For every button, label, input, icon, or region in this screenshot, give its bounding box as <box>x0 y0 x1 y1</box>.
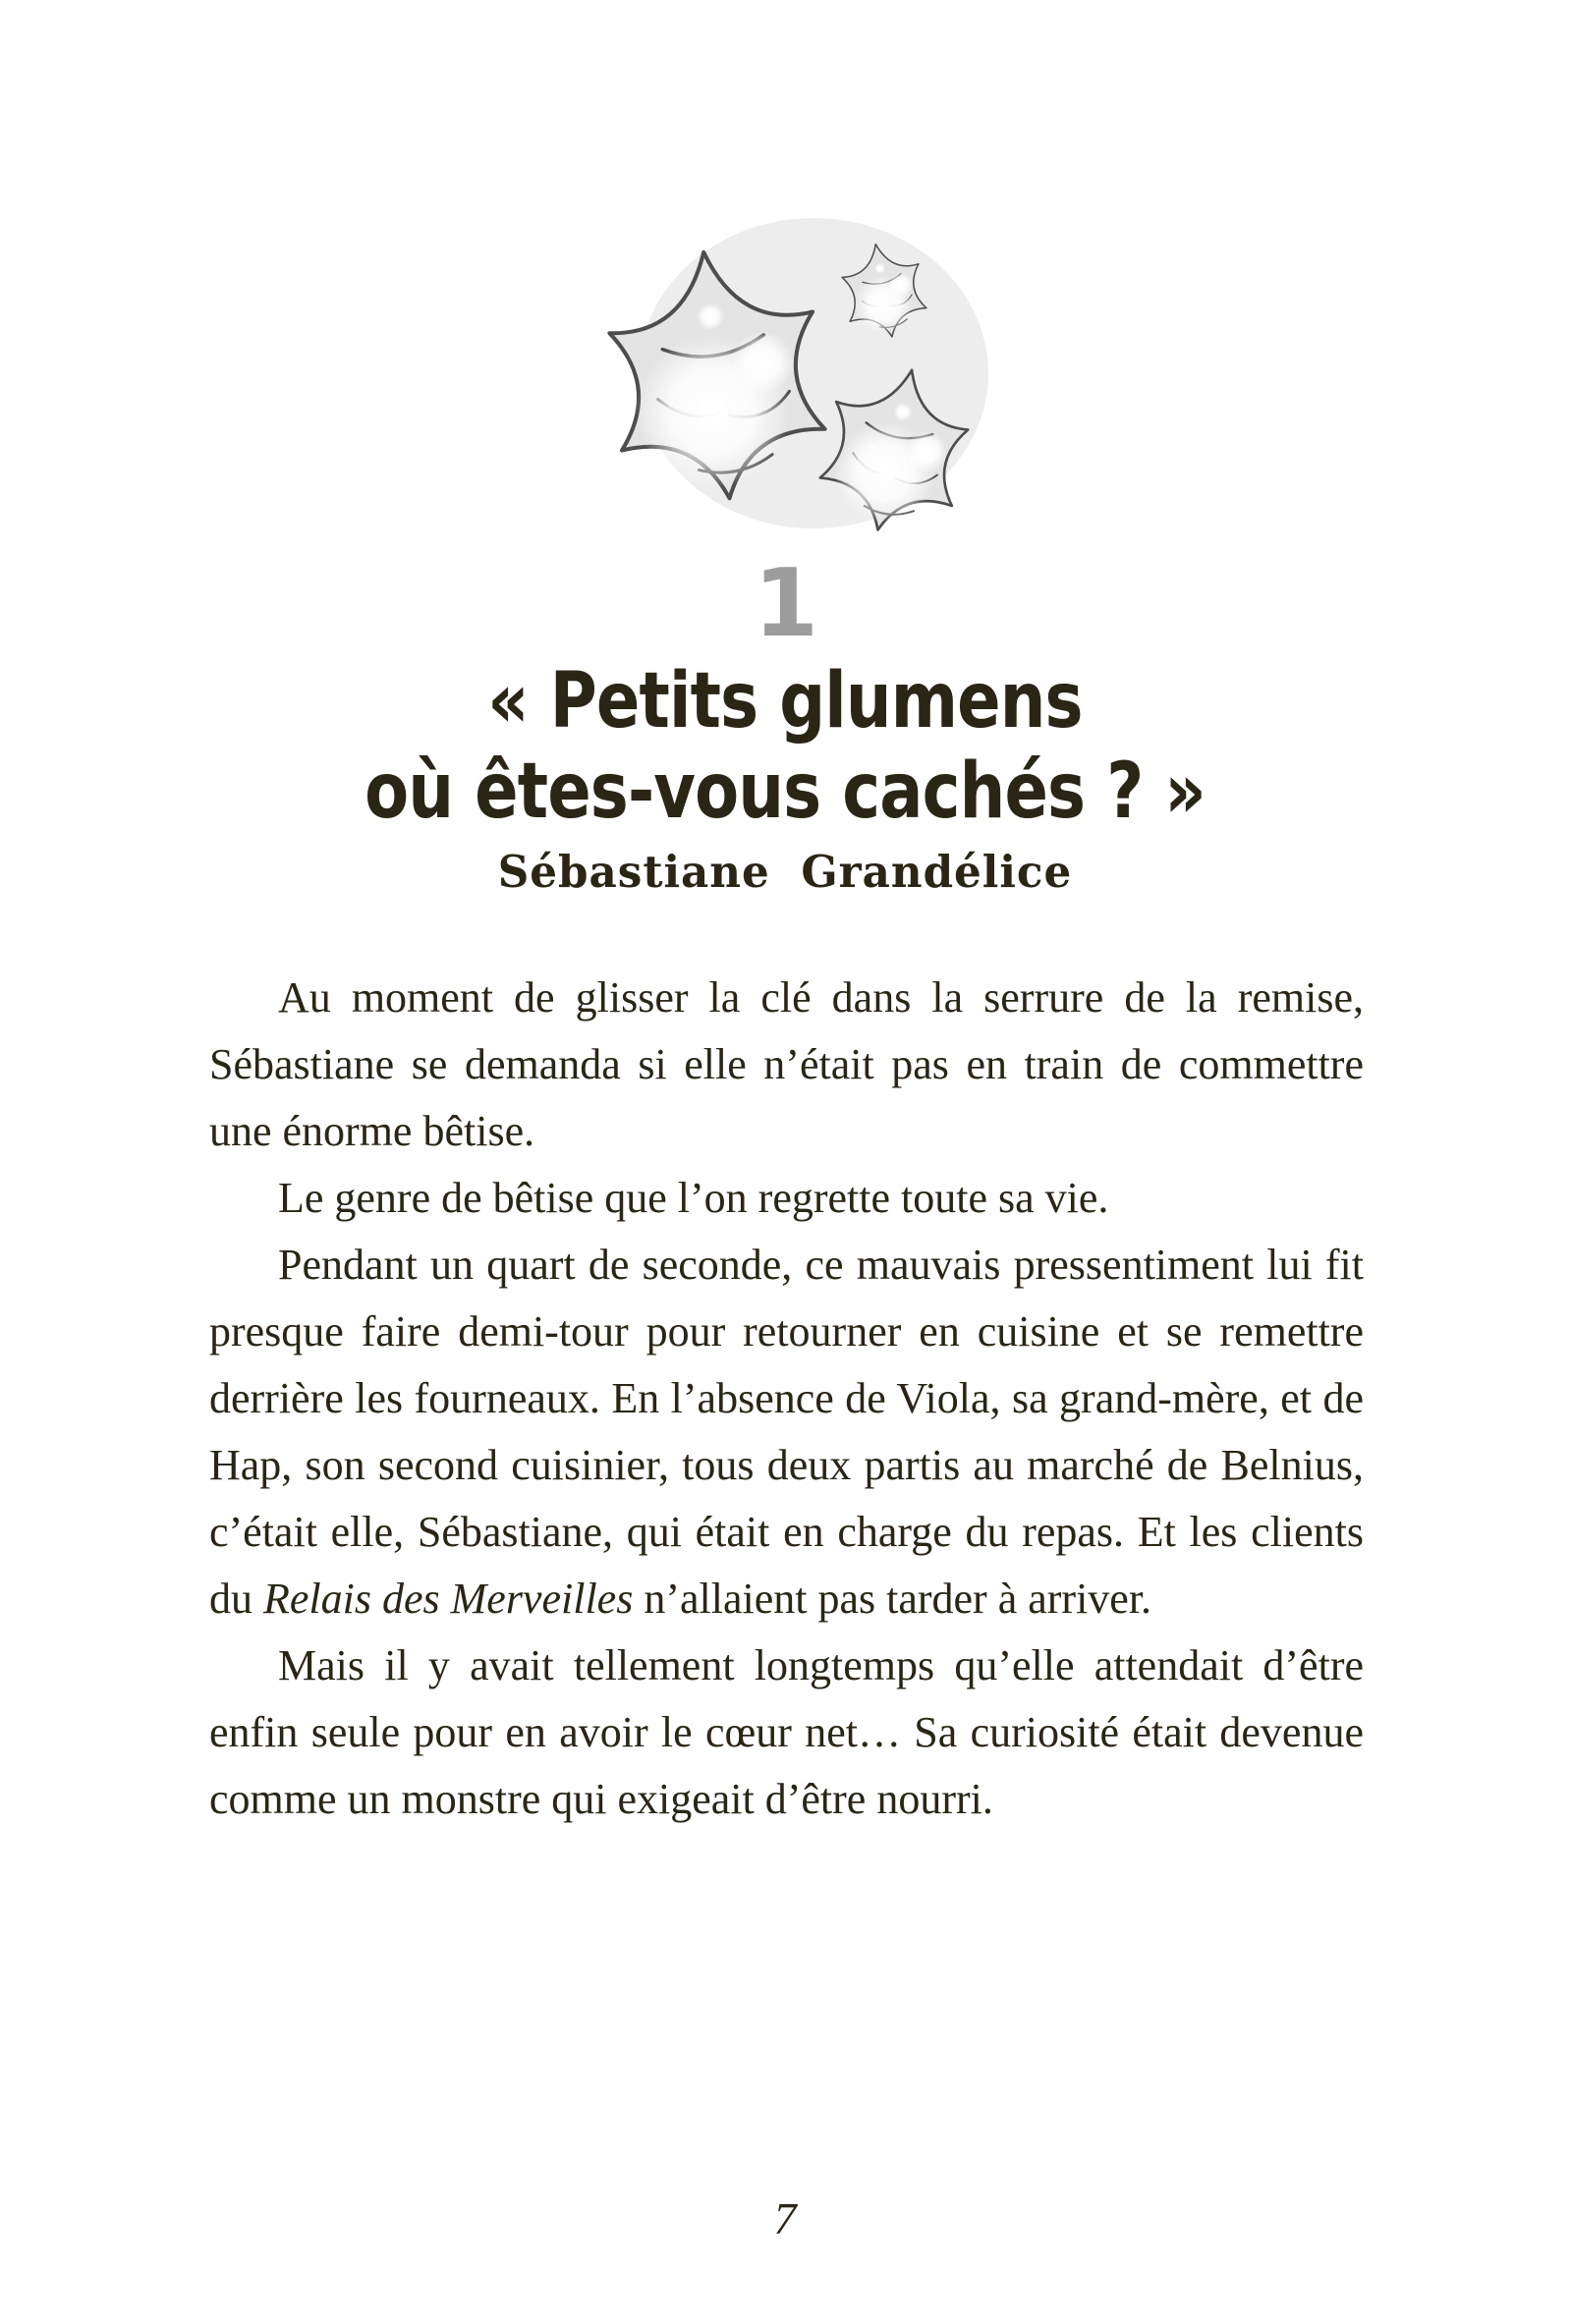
chapter-title <box>0 656 1570 837</box>
glumens-illustration <box>568 206 1015 550</box>
body-paragraph: Le genre de bêtise que l’on regrette toute sa vie. <box>278 1174 1109 1222</box>
body-text <box>209 965 1364 1833</box>
chapter-number: 1 <box>753 550 817 658</box>
body-paragraph: Pendant un quart de seconde, ce mauvais pressentiment lui fit presque faire demi-tour pour retourner en cuisine et se remettre derrière les fourneaux. En l’absence de Viola, sa grand-mère, et de Hap, son second cuisinier, tous deux partis au marché de Belnius, c’était elle, Sébastiane, qui était en charge du repas. Et les clients du Relais des Merveilles n’allaient pas tarder à arriver. <box>209 1241 1364 1623</box>
body-paragraph: Mais il y avait tellement longtemps qu’elle attendait d’être enfin seule pour en avoir le cœur net… Sa curiosité était devenue comme un monstre qui exigeait d’être nourri. <box>209 1641 1364 1823</box>
chapter-title-line-1: « Petits glumens <box>487 657 1083 746</box>
body-paragraph: Au moment de glisser la clé dans la serrure de la remise, Sébastiane se demanda si elle n’était pas en train de commettre une énorme bêtise. <box>209 973 1364 1155</box>
glumens-illustration-svg <box>568 206 1015 550</box>
chapter-author: Sébastiane Grandélice <box>497 846 1073 898</box>
chapter-title-line-2: où êtes-vous cachés ? » <box>364 747 1206 836</box>
page-number: 7 <box>773 2193 797 2243</box>
